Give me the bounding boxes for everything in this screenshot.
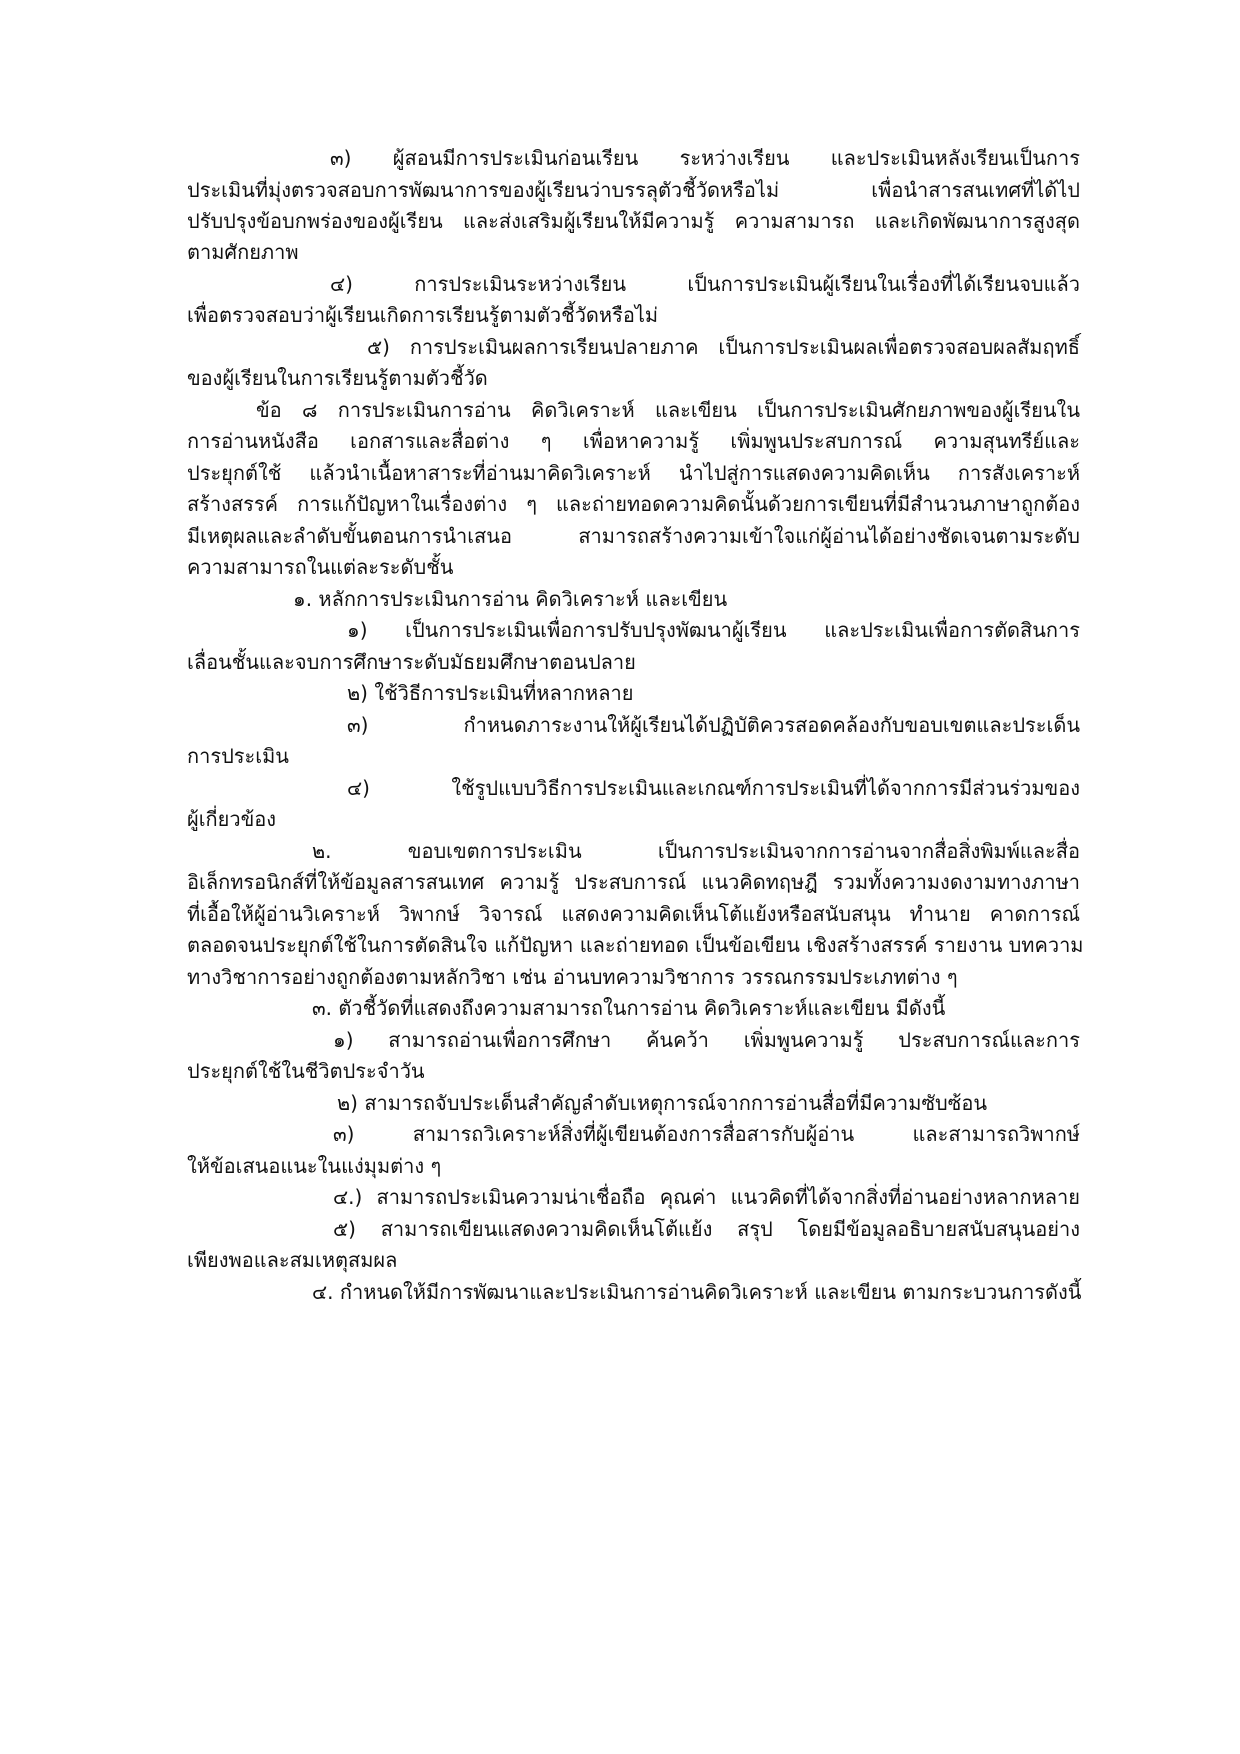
text-line: ๒) สามารถจับประเด็นสำคัญลำดับเหตุการณ์จากการอ่านสื่อที่มีความซับซ้อน: [337, 1091, 987, 1115]
text-line: ผู้เกี่ยวข้อง: [187, 807, 277, 831]
text-line: ประยุกต์ใช้ แล้วนำเนื้อหาสาระที่อ่านมาคิดวิเคราะห์ นำไปสู่การแสดงความคิดเห็น การสังเคราะห์: [187, 461, 1080, 485]
section-heading: ๑. หลักการประเมินการอ่าน คิดวิเคราะห์ และเขียน: [293, 587, 728, 611]
text-line: มีเหตุผลและลำดับขั้นตอนการนำเสนอ สามารถสร้างความเข้าใจแก่ผู้อ่านได้อย่างชัดเจนตามระดับ: [187, 524, 1080, 548]
text-line: เพียงพอและสมเหตุสมผล: [187, 1248, 398, 1272]
text-line: ๑) เป็นการประเมินเพื่อการปรับปรุงพัฒนาผู้เรียน และประเมินเพื่อการตัดสินการ: [347, 618, 1080, 642]
text-line: ทางวิชาการอย่างถูกต้องตามหลักวิชา เช่น อ่านบทความวิชาการ วรรณกรรมประเภทต่าง ๆ: [187, 965, 958, 989]
text-line: ปรับปรุงข้อบกพร่องของผู้เรียน และส่งเสริมผู้เรียนให้มีความรู้ ความสามารถ และเกิดพัฒนาการสูงสุด: [187, 209, 1080, 233]
section-heading: ๔. กำหนดให้มีการพัฒนาและประเมินการอ่านคิดวิเคราะห์ และเขียน ตามกระบวนการดังนี้: [312, 1280, 1082, 1304]
text-line: ให้ข้อเสนอแนะในแง่มุมต่าง ๆ: [187, 1154, 442, 1178]
text-line: การประเมิน: [187, 744, 289, 768]
text-line: ๕) สามารถเขียนแสดงความคิดเห็นโต้แย้ง สรุป โดยมีข้อมูลอธิบายสนับสนุนอย่าง: [333, 1217, 1080, 1241]
text-line: เพื่อตรวจสอบว่าผู้เรียนเกิดการเรียนรู้ตามตัวชี้วัดหรือไม่: [187, 303, 659, 327]
text-line: ๔) การประเมินระหว่างเรียน เป็นการประเมินผู้เรียนในเรื่องที่ได้เรียนจบแล้ว: [330, 272, 1080, 296]
text-line: อิเล็กทรอนิกส์ที่ให้ข้อมูลสารสนเทศ ความรู้ ประสบการณ์ แนวคิดทฤษฎี รวมทั้งความงดงามทางภาษา: [187, 870, 1080, 894]
text-line: ๓) สามารถวิเคราะห์สิ่งที่ผู้เขียนต้องการสื่อสารกับผู้อ่าน และสามารถวิพากษ์: [333, 1122, 1080, 1146]
text-line: ประเมินที่มุ่งตรวจสอบการพัฒนาการของผู้เรียนว่าบรรลุตัวชี้วัดหรือไม่ เพื่อนำสารสนเทศที่ได้ไป: [187, 178, 1080, 202]
text-line: ๒) ใช้วิธีการประเมินที่หลากหลาย: [347, 681, 634, 705]
text-line: ๔) ใช้รูปแบบวิธีการประเมินและเกณฑ์การประเมินที่ได้จากการมีส่วนร่วมของ: [347, 776, 1080, 800]
text-line: ข้อ ๘ การประเมินการอ่าน คิดวิเคราะห์ และเขียน เป็นการประเมินศักยภาพของผู้เรียนใน: [256, 398, 1080, 422]
text-line: ที่เอื้อให้ผู้อ่านวิเคราะห์ วิพากษ์ วิจารณ์ แสดงความคิดเห็นโต้แย้งหรือสนับสนุน ทำนาย คาดการณ์: [187, 902, 1080, 926]
text-line: ประยุกต์ใช้ในชีวิตประจำวัน: [187, 1059, 425, 1083]
section-heading: ๒. ขอบเขตการประเมิน เป็นการประเมินจากการอ่านจากสื่อสิ่งพิมพ์และสื่อ: [312, 839, 1080, 863]
text-line: เลื่อนชั้นและจบการศึกษาระดับมัธยมศึกษาตอนปลาย: [187, 650, 636, 674]
text-line: ๓) ผู้สอนมีการประเมินก่อนเรียน ระหว่างเรียน และประเมินหลังเรียนเป็นการ: [330, 146, 1080, 170]
text-line: ๔.) สามารถประเมินความน่าเชื่อถือ คุณค่า แนวคิดที่ได้จากสิ่งที่อ่านอย่างหลากหลาย: [333, 1185, 1080, 1209]
text-line: ของผู้เรียนในการเรียนรู้ตามตัวชี้วัด: [187, 366, 488, 390]
section-heading: ๓. ตัวชี้วัดที่แสดงถึงความสามารถในการอ่าน คิดวิเคราะห์และเขียน มีดังนี้: [312, 996, 946, 1020]
text-line: การอ่านหนังสือ เอกสารและสื่อต่าง ๆ เพื่อหาความรู้ เพิ่มพูนประสบการณ์ ความสุนทรีย์และ: [187, 429, 1080, 453]
text-line: ตลอดจนประยุกต์ใช้ในการตัดสินใจ แก้ปัญหา และถ่ายทอด เป็นข้อเขียน เชิงสร้างสรรค์ รายงาน บทความ: [187, 933, 1084, 957]
text-line: ตามศักยภาพ: [187, 240, 299, 264]
text-line: สร้างสรรค์ การแก้ปัญหาในเรื่องต่าง ๆ และถ่ายทอดความคิดนั้นด้วยการเขียนที่มีสำนวนภาษาถูกต้อง: [187, 492, 1080, 516]
text-line: ความสามารถในแต่ละระดับชั้น: [187, 555, 454, 579]
text-line: ๕) การประเมินผลการเรียนปลายภาค เป็นการประเมินผลเพื่อตรวจสอบผลสัมฤทธิ์: [367, 335, 1080, 359]
text-line: ๓) กำหนดภาระงานให้ผู้เรียนได้ปฏิบัติควรสอดคล้องกับขอบเขตและประเด็น: [347, 713, 1080, 737]
text-line: ๑) สามารถอ่านเพื่อการศึกษา ค้นคว้า เพิ่มพูนความรู้ ประสบการณ์และการ: [333, 1028, 1080, 1052]
